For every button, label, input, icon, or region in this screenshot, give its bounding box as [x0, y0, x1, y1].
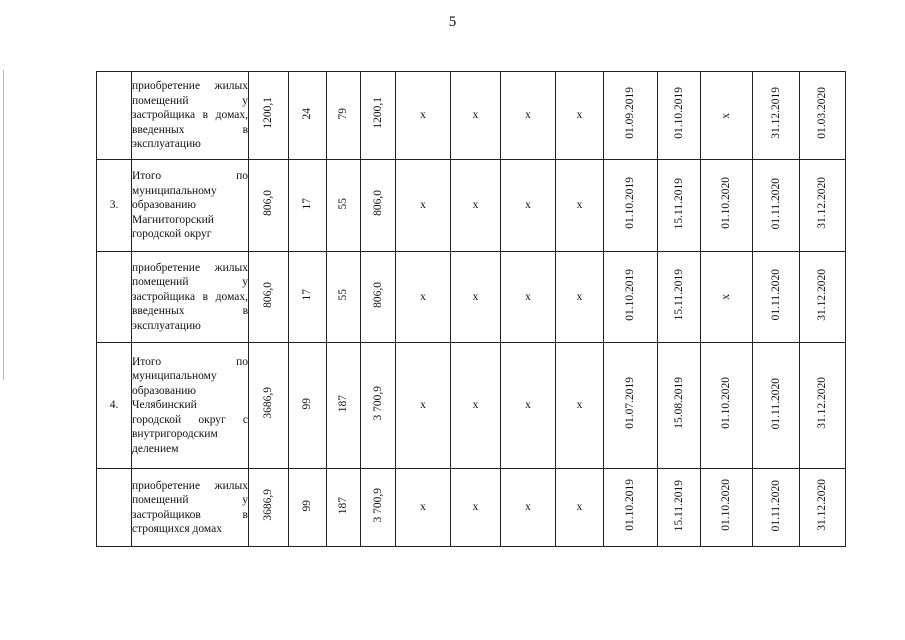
cell-num: [97, 469, 132, 547]
cell-text: 01.10.2020: [720, 479, 733, 532]
cell-text: 15.11.2019: [672, 177, 685, 229]
cell-text: 806,0: [371, 190, 384, 217]
cell-c4: [361, 469, 396, 547]
cell-c2: [289, 72, 327, 160]
cell-d1: [604, 343, 658, 469]
cell-text: 01.03.2020: [816, 87, 829, 140]
cell-d3: [701, 469, 753, 547]
cell-d1: [604, 252, 658, 343]
cell-d2: [658, 252, 701, 343]
cell-text: 806,0: [262, 281, 275, 308]
cell-text: 01.10.2020: [720, 177, 733, 230]
cell-x4: x: [556, 469, 604, 547]
cell-d5: [800, 252, 846, 343]
cell-text: 15.08.2019: [672, 377, 685, 430]
cell-text: 55: [337, 197, 350, 210]
cell-d1: [604, 469, 658, 547]
cell-x2: x: [451, 160, 501, 252]
cell-num: 3.: [97, 160, 132, 252]
cell-x1: x: [396, 343, 451, 469]
cell-c4: [361, 160, 396, 252]
cell-area: [249, 160, 289, 252]
margin-line: [3, 70, 4, 380]
cell-text: 15.11.2019: [672, 269, 685, 321]
cell-num: [97, 252, 132, 343]
cell-desc: Итого по муниципальному образованию Магнитогорский городской округ: [132, 160, 249, 252]
cell-c3: [327, 469, 361, 547]
cell-d4: [753, 72, 800, 160]
table-row: [97, 343, 846, 469]
cell-text: 24: [301, 107, 314, 120]
cell-x3: x: [501, 343, 556, 469]
cell-text: 31.12.2020: [816, 177, 829, 230]
cell-c3: [327, 343, 361, 469]
cell-x4: x: [556, 72, 604, 160]
cell-d5: [800, 72, 846, 160]
cell-num: [97, 72, 132, 160]
cell-d4: [753, 343, 800, 469]
cell-area: [249, 469, 289, 547]
cell-text: 01.10.2019: [624, 177, 637, 230]
cell-c4: [361, 72, 396, 160]
cell-d3: [701, 252, 753, 343]
cell-text: 806,0: [262, 190, 275, 217]
cell-c2: [289, 252, 327, 343]
cell-x2: x: [451, 72, 501, 160]
cell-d4: [753, 469, 800, 547]
cell-c2: [289, 160, 327, 252]
cell-text: 17: [301, 289, 314, 301]
cell-text: 1200,1: [371, 97, 384, 130]
cell-text: 3686,9: [262, 387, 275, 420]
cell-x4: x: [556, 252, 604, 343]
cell-desc: Итого по муниципальному образованию Челябинский городской округ с внутригородским делением: [132, 343, 249, 469]
cell-text: 187: [337, 496, 350, 514]
cell-x3: x: [501, 72, 556, 160]
cell-text: 99: [301, 499, 314, 512]
cell-text: 15.11.2019: [672, 479, 685, 531]
cell-c3: [327, 72, 361, 160]
cell-x3: x: [501, 469, 556, 547]
cell-c4: [361, 252, 396, 343]
cell-area: [249, 72, 289, 160]
cell-d3: [701, 72, 753, 160]
cell-d2: [658, 343, 701, 469]
cell-d2: [658, 469, 701, 547]
table-row: [97, 469, 846, 547]
table-row: [97, 72, 846, 160]
cell-text: 01.07.2019: [624, 377, 637, 430]
cell-text: x: [720, 294, 733, 300]
cell-text: 31.12.2020: [816, 268, 829, 321]
cell-text: 01.10.2019: [624, 268, 637, 321]
page-number: 5: [448, 14, 457, 30]
cell-text: 55: [337, 289, 350, 301]
cell-d3: [701, 160, 753, 252]
cell-text: 806,0: [371, 281, 384, 308]
cell-text: 31.12.2020: [816, 377, 829, 430]
cell-c3: [327, 160, 361, 252]
cell-c3: [327, 252, 361, 343]
cell-x3: x: [501, 160, 556, 252]
cell-x3: x: [501, 252, 556, 343]
cell-d2: [658, 160, 701, 252]
cell-d4: [753, 160, 800, 252]
cell-d5: [800, 343, 846, 469]
cell-d5: [800, 160, 846, 252]
cell-x2: x: [451, 469, 501, 547]
cell-d4: [753, 252, 800, 343]
cell-text: 1200,1: [262, 97, 275, 130]
cell-d1: [604, 72, 658, 160]
cell-x1: x: [396, 252, 451, 343]
cell-text: 01.11.2020: [769, 269, 782, 321]
cell-text: x: [720, 112, 733, 119]
cell-text: 3 700,9: [371, 488, 384, 523]
cell-num: 4.: [97, 343, 132, 469]
cell-x4: x: [556, 343, 604, 469]
cell-d2: [658, 72, 701, 160]
cell-text: 01.11.2020: [769, 479, 782, 531]
cell-desc: приобретение жилых помещений у застройщиков в строящихся домах: [132, 469, 249, 547]
table-row: [97, 252, 846, 343]
cell-x1: x: [396, 72, 451, 160]
cell-d5: [800, 469, 846, 547]
cell-text: 01.10.2019: [672, 87, 685, 140]
cell-desc: приобретение жилых помещений у застройщика в домах, введенных в эксплуатацию: [132, 252, 249, 343]
cell-text: 99: [301, 397, 314, 410]
cell-c4: [361, 343, 396, 469]
cell-text: 01.09.2019: [624, 87, 637, 140]
cell-x2: x: [451, 343, 501, 469]
cell-text: 31.12.2020: [816, 479, 829, 532]
cell-d1: [604, 160, 658, 252]
cell-x2: x: [451, 252, 501, 343]
cell-text: 17: [301, 197, 314, 210]
cell-desc: приобретение жилых помещений у застройщика в домах, введенных в эксплуатацию: [132, 72, 249, 160]
cell-text: 01.11.2020: [769, 377, 782, 429]
cell-text: 01.11.2020: [769, 177, 782, 229]
cell-c2: [289, 469, 327, 547]
cell-text: 187: [337, 394, 350, 412]
cell-area: [249, 343, 289, 469]
table-row: [97, 160, 846, 252]
cell-x1: x: [396, 469, 451, 547]
program-table: [96, 71, 846, 547]
cell-text: 01.10.2020: [720, 377, 733, 430]
cell-text: 79: [337, 107, 350, 120]
cell-x4: x: [556, 160, 604, 252]
cell-text: 3686,9: [262, 489, 275, 522]
cell-area: [249, 252, 289, 343]
cell-text: 3 700,9: [371, 386, 384, 421]
cell-c2: [289, 343, 327, 469]
cell-x1: x: [396, 160, 451, 252]
cell-d3: [701, 343, 753, 469]
cell-text: 01.10.2019: [624, 479, 637, 532]
cell-text: 31.12.2019: [769, 87, 782, 140]
